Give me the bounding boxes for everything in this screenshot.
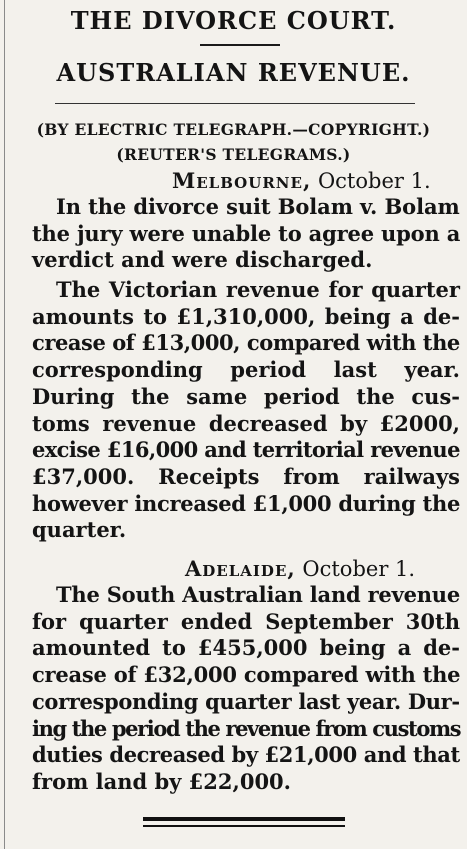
- paragraph-divorce: [32, 194, 460, 274]
- dateline-date: October 1.: [302, 557, 416, 581]
- text-line: from land by £22,000.: [32, 768, 291, 794]
- text-line: In the divorce suit Bolam v. Bolam: [56, 194, 460, 219]
- dateline-date: October 1.: [317, 169, 431, 193]
- text-line: £37,000. Receipts from railways: [32, 463, 460, 489]
- text-line: corresponding quarter last year. Dur-: [32, 688, 460, 714]
- credit-line-2: (REUTER'S TELEGRAMS.): [116, 145, 351, 164]
- text-line: crease of £32,000 compared with the: [32, 662, 461, 688]
- text-line: duties decreased by £21,000 and that: [32, 742, 460, 768]
- text-line: corresponding period last year.: [32, 357, 460, 383]
- credit-line-1: (BY ELECTRIC TELEGRAPH.—COPYRIGHT.): [36, 120, 431, 139]
- dateline-place: Adelaide,: [185, 556, 296, 581]
- dateline-adelaide: [185, 556, 415, 581]
- text-line: quarter.: [32, 517, 127, 543]
- footer-rule-thick: [143, 817, 345, 821]
- dateline-place: Melbourne,: [172, 168, 312, 193]
- text-line: crease of £13,000, compared with the: [32, 330, 460, 356]
- text-line: however increased £1,000 during the: [32, 490, 461, 516]
- headline: THE DIVORCE COURT.: [70, 6, 397, 35]
- dateline-melbourne: [172, 168, 431, 193]
- paragraph-victorian-revenue: [32, 277, 460, 544]
- text-line: ing the period the revenue from customs: [32, 715, 461, 741]
- text-line: for quarter ended September 30th: [32, 608, 460, 634]
- text-line: the jury were unable to agree upon a: [32, 220, 461, 246]
- text-line: toms revenue decreased by £2000,: [32, 410, 460, 436]
- text-line: The Victorian revenue for quarter: [56, 277, 460, 302]
- footer-rule-thin: [143, 825, 345, 827]
- text-line: excise £16,000 and territorial revenue: [32, 437, 460, 463]
- text-line: amounted to £455,000 being a de-: [32, 635, 460, 661]
- text-line: amounts to £1,310,000, being a de-: [32, 303, 460, 329]
- text-line: The South Australian land revenue: [56, 582, 460, 607]
- text-line: During the same period the cus-: [32, 383, 460, 409]
- section-divider: [55, 103, 415, 104]
- subheadline: AUSTRALIAN REVENUE.: [56, 58, 411, 87]
- headline-divider: [200, 44, 280, 46]
- paragraph-south-australian-revenue: [32, 582, 460, 796]
- text-line: verdict and were discharged.: [32, 247, 373, 273]
